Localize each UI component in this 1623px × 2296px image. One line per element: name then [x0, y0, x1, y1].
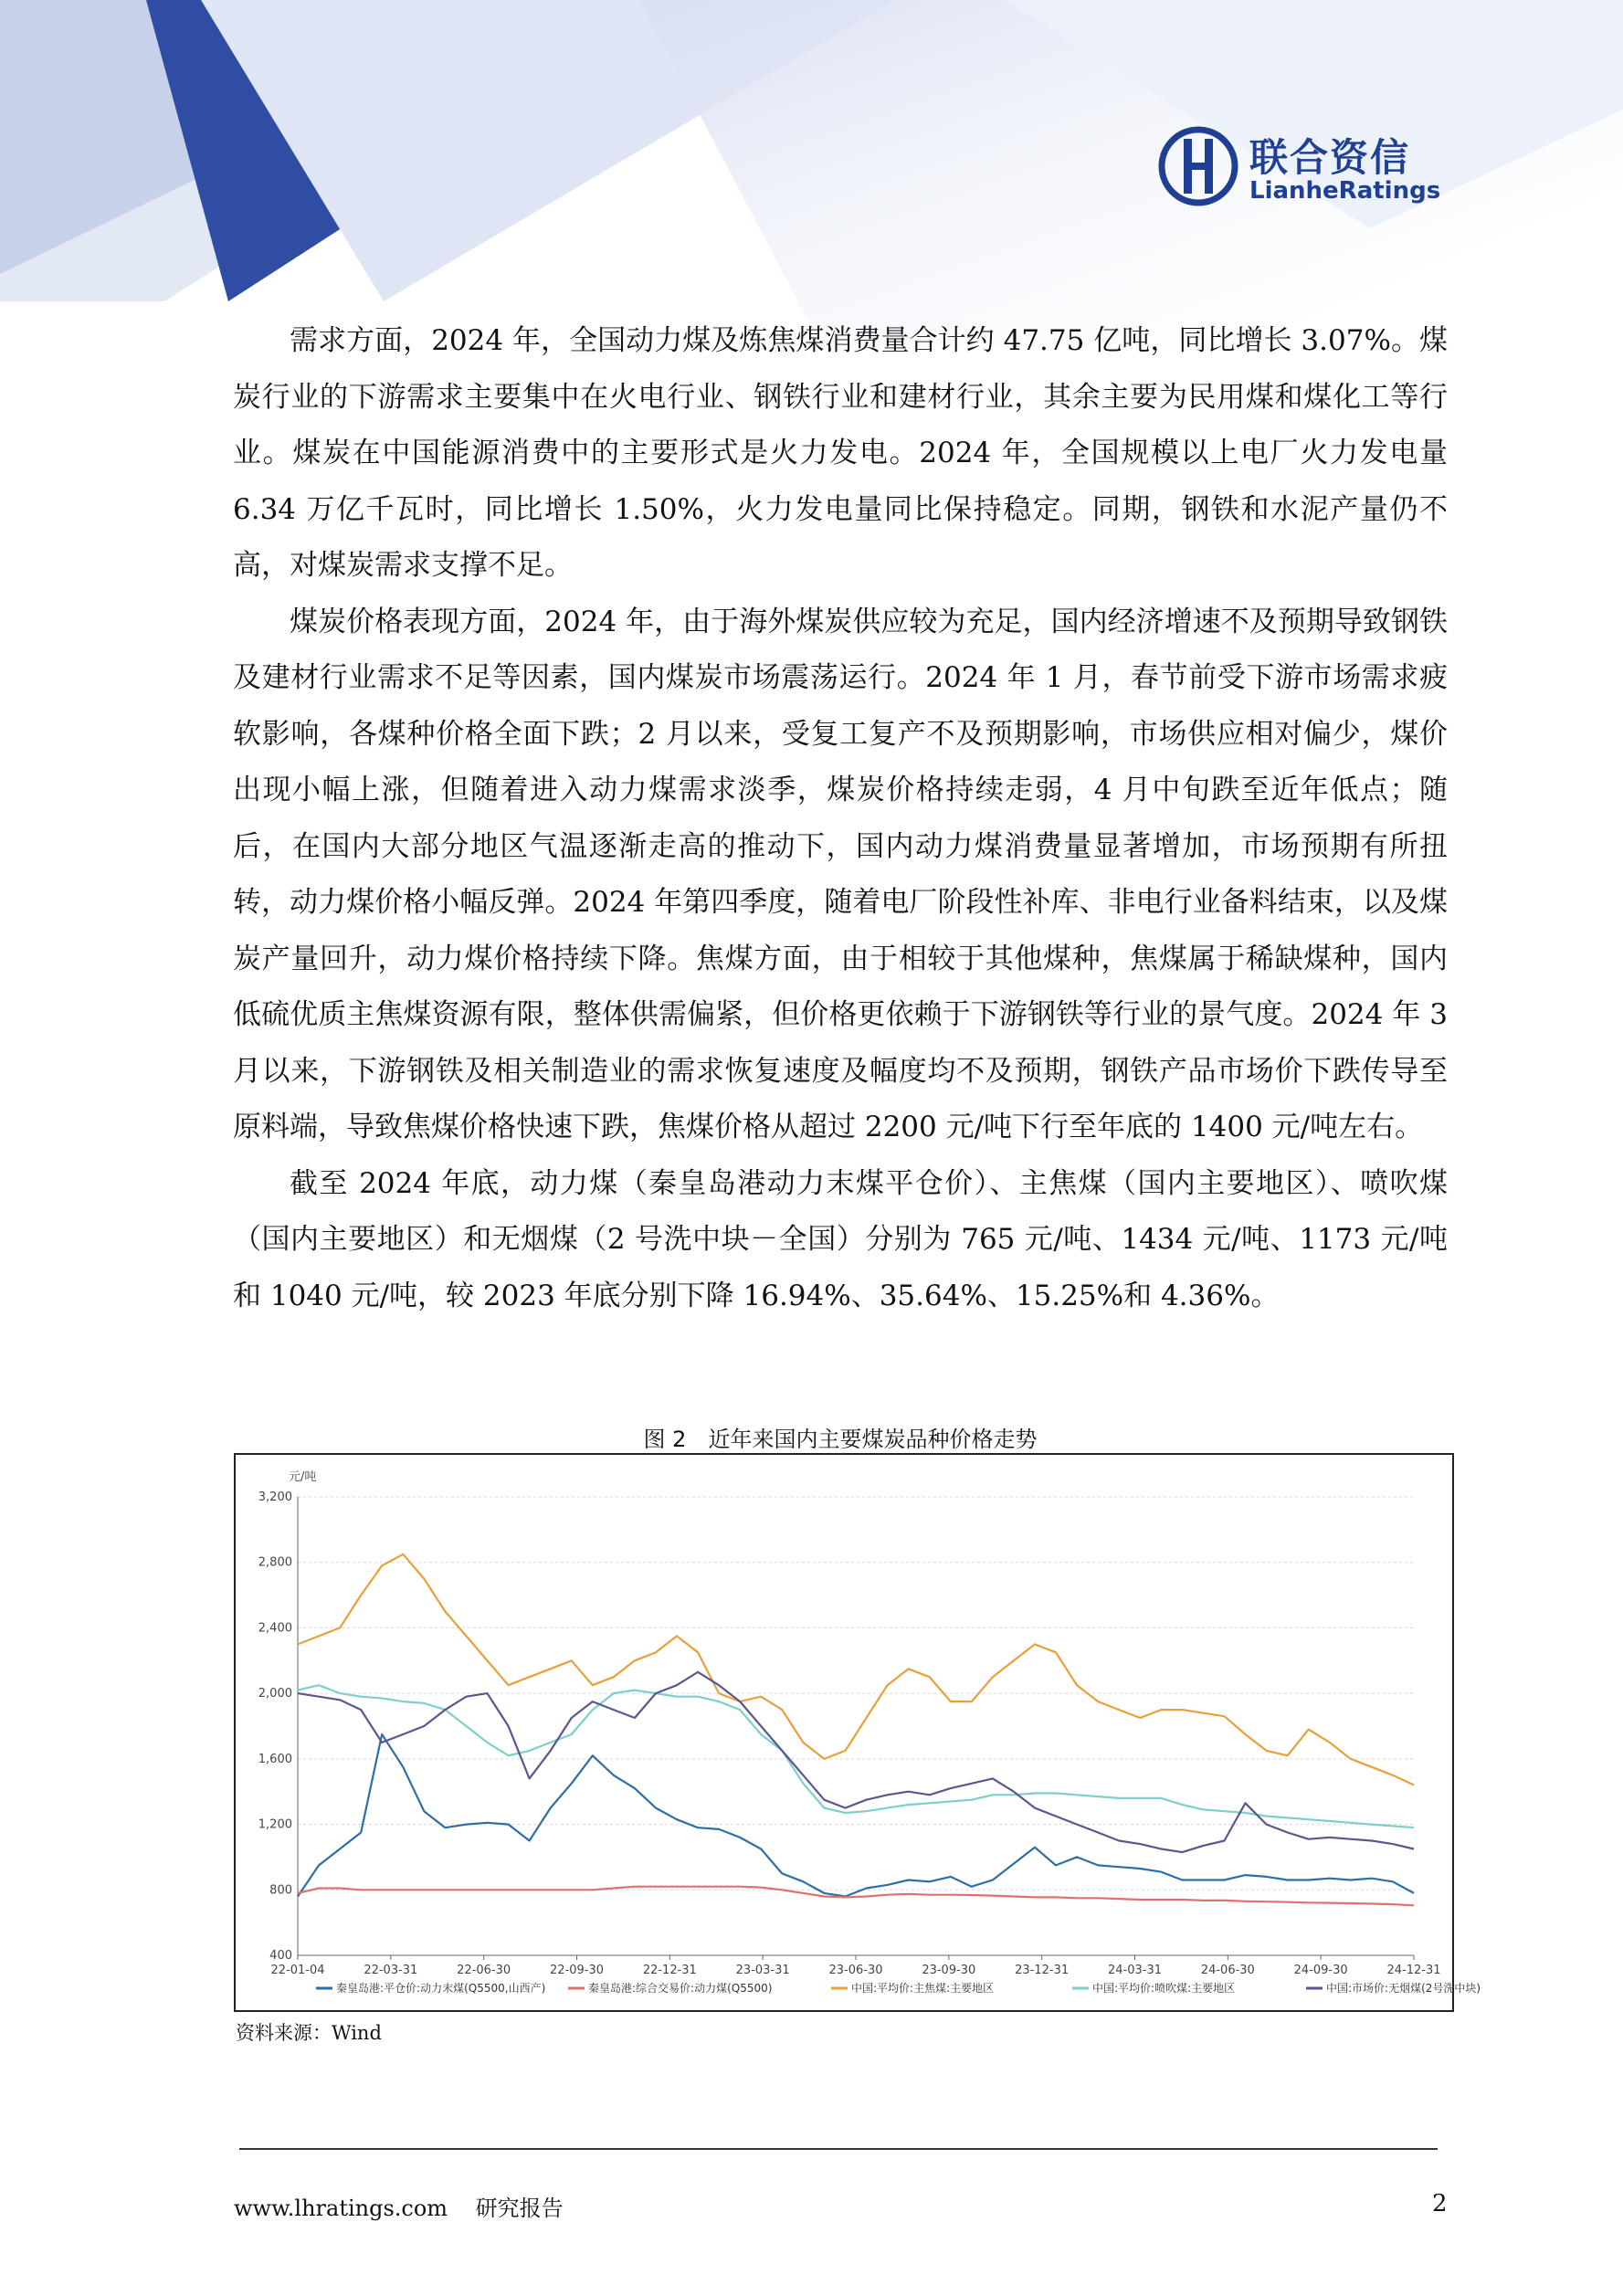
x-tick-label: 24-12-31	[1386, 1964, 1441, 1977]
body-text	[233, 313, 1448, 1324]
x-tick-label: 23-12-31	[1015, 1964, 1070, 1977]
y-tick-label: 400	[269, 1949, 292, 1963]
footer-divider	[239, 2148, 1438, 2150]
x-tick-label: 24-03-31	[1107, 1964, 1163, 1977]
company-logo	[1158, 126, 1450, 217]
footer-label: 研究报告	[475, 2196, 564, 2221]
footer-left	[234, 2190, 564, 2222]
x-tick-label: 24-06-30	[1200, 1964, 1255, 1977]
y-tick-label: 800	[269, 1883, 292, 1898]
logo-english-name: LianheRatings	[1249, 177, 1441, 205]
x-tick-label: 24-09-30	[1293, 1964, 1348, 1977]
y-tick-label: 2,400	[258, 1621, 292, 1636]
y-tick-label: 1,600	[258, 1752, 292, 1766]
chart-canvas	[236, 1455, 1481, 2010]
paragraph-price: 煤炭价格表现方面，2024 年，由于海外煤炭供应较为充足，国内经济增速不及预期导致钢铁及建材行业需求不足等因素，国内煤炭市场震荡运行。2024 年 1 月，春节前受下游市场需求疲软影响，各煤种价格全面下跌；2 月以来，受复工复产不及预期影响，市场供应相对偏少，煤价出现小幅上涨，但随着进入动力煤需求淡季，煤炭价格持续走弱，4 月中旬跌至近年低点；随后，在国内大部分地区气温逐渐走高的推动下，国内动力煤消费量显著增加，市场预期有所扭转，动力煤价格小幅反弹。2024 年第四季度，随着电厂阶段性补库、非电行业备料结束，以及煤炭产量回升，动力煤价格持续下降。焦煤方面，由于相较于其他煤种，焦煤属于稀缺煤种，国内低硫优质主焦煤资源有限，整体供需偏紧，但价格更依赖于下游钢铁等行业的景气度。2024 年 3 月以来，下游钢铁及相关制造业的需求恢复速度及幅度均不及预期，钢铁产品市场价下跌传导至原料端，导致焦煤价格快速下跌，焦煤价格从超过 2200 元/吨下行至年底的 1400 元/吨左右。	[233, 605, 1448, 1143]
price-trend-chart	[234, 1453, 1481, 2012]
paragraph-demand: 需求方面，2024 年，全国动力煤及炼焦煤消费量合计约 47.75 亿吨，同比增长 3.07%。煤炭行业的下游需求主要集中在火电行业、钢铁行业和建材行业，其余主要为民用煤和煤化工等行业。煤炭在中国能源消费中的主要形式是火力发电。2024 年，全国规模以上电厂火力发电量 6.34 万亿千瓦时，同比增长 1.50%，火力发电量同比保持稳定。同期，钢铁和水泥产量仍不高，对煤炭需求支撑不足。	[233, 324, 1449, 582]
paragraph-year-end: 截至 2024 年底，动力煤（秦皇岛港动力末煤平仓价）、主焦煤（国内主要地区）、喷吹煤（国内主要地区）和无烟煤（2 号洗中块－全国）分别为 765 元/吨、1434 元/吨、1173 元/吨和 1040 元/吨，较 2023 年底分别下降 16.94%、35.64%、15.25%和 4.36%。	[233, 1166, 1448, 1312]
footer-url[interactable]: www.lhratings.com	[234, 2196, 448, 2221]
logo-mark-icon	[1158, 126, 1238, 206]
legend-label-1: 秦皇岛港:综合交易价:动力煤(Q5500)	[588, 1982, 773, 1995]
x-tick-label: 22-01-04	[270, 1964, 325, 1977]
page-number: 2	[1432, 2190, 1448, 2217]
figure-source: 资料来源：Wind	[236, 2022, 382, 2044]
x-tick-label: 22-09-30	[549, 1964, 605, 1977]
figure-caption: 图 2 近年来国内主要煤炭品种价格走势	[643, 1427, 1038, 1452]
x-tick-label: 23-03-31	[735, 1964, 790, 1977]
x-tick-label: 23-06-30	[828, 1964, 883, 1977]
x-tick-label: 22-12-31	[642, 1964, 697, 1977]
series-line-2	[298, 1554, 1414, 1785]
legend-label-2: 中国:平均价:主焦煤:主要地区	[851, 1982, 995, 1995]
y-tick-label: 3,200	[258, 1490, 292, 1504]
legend-label-0: 秦皇岛港:平仓价:动力末煤(Q5500,山西产)	[336, 1982, 546, 1995]
logo-chinese-name: 联合资信	[1249, 135, 1411, 180]
x-tick-label: 23-09-30	[922, 1964, 976, 1977]
legend-label-4: 中国:市场价:无烟煤(2号洗中块)	[1326, 1982, 1481, 1995]
series-line-3	[298, 1685, 1414, 1827]
y-tick-label: 1,200	[258, 1817, 292, 1832]
y-axis-unit: 元/吨	[289, 1470, 317, 1484]
x-tick-label: 22-06-30	[457, 1964, 511, 1977]
y-tick-label: 2,000	[258, 1687, 292, 1701]
legend-label-3: 中国:平均价:喷吹煤:主要地区	[1092, 1982, 1236, 1995]
x-tick-label: 22-03-31	[364, 1964, 418, 1977]
y-tick-label: 2,800	[258, 1555, 292, 1570]
